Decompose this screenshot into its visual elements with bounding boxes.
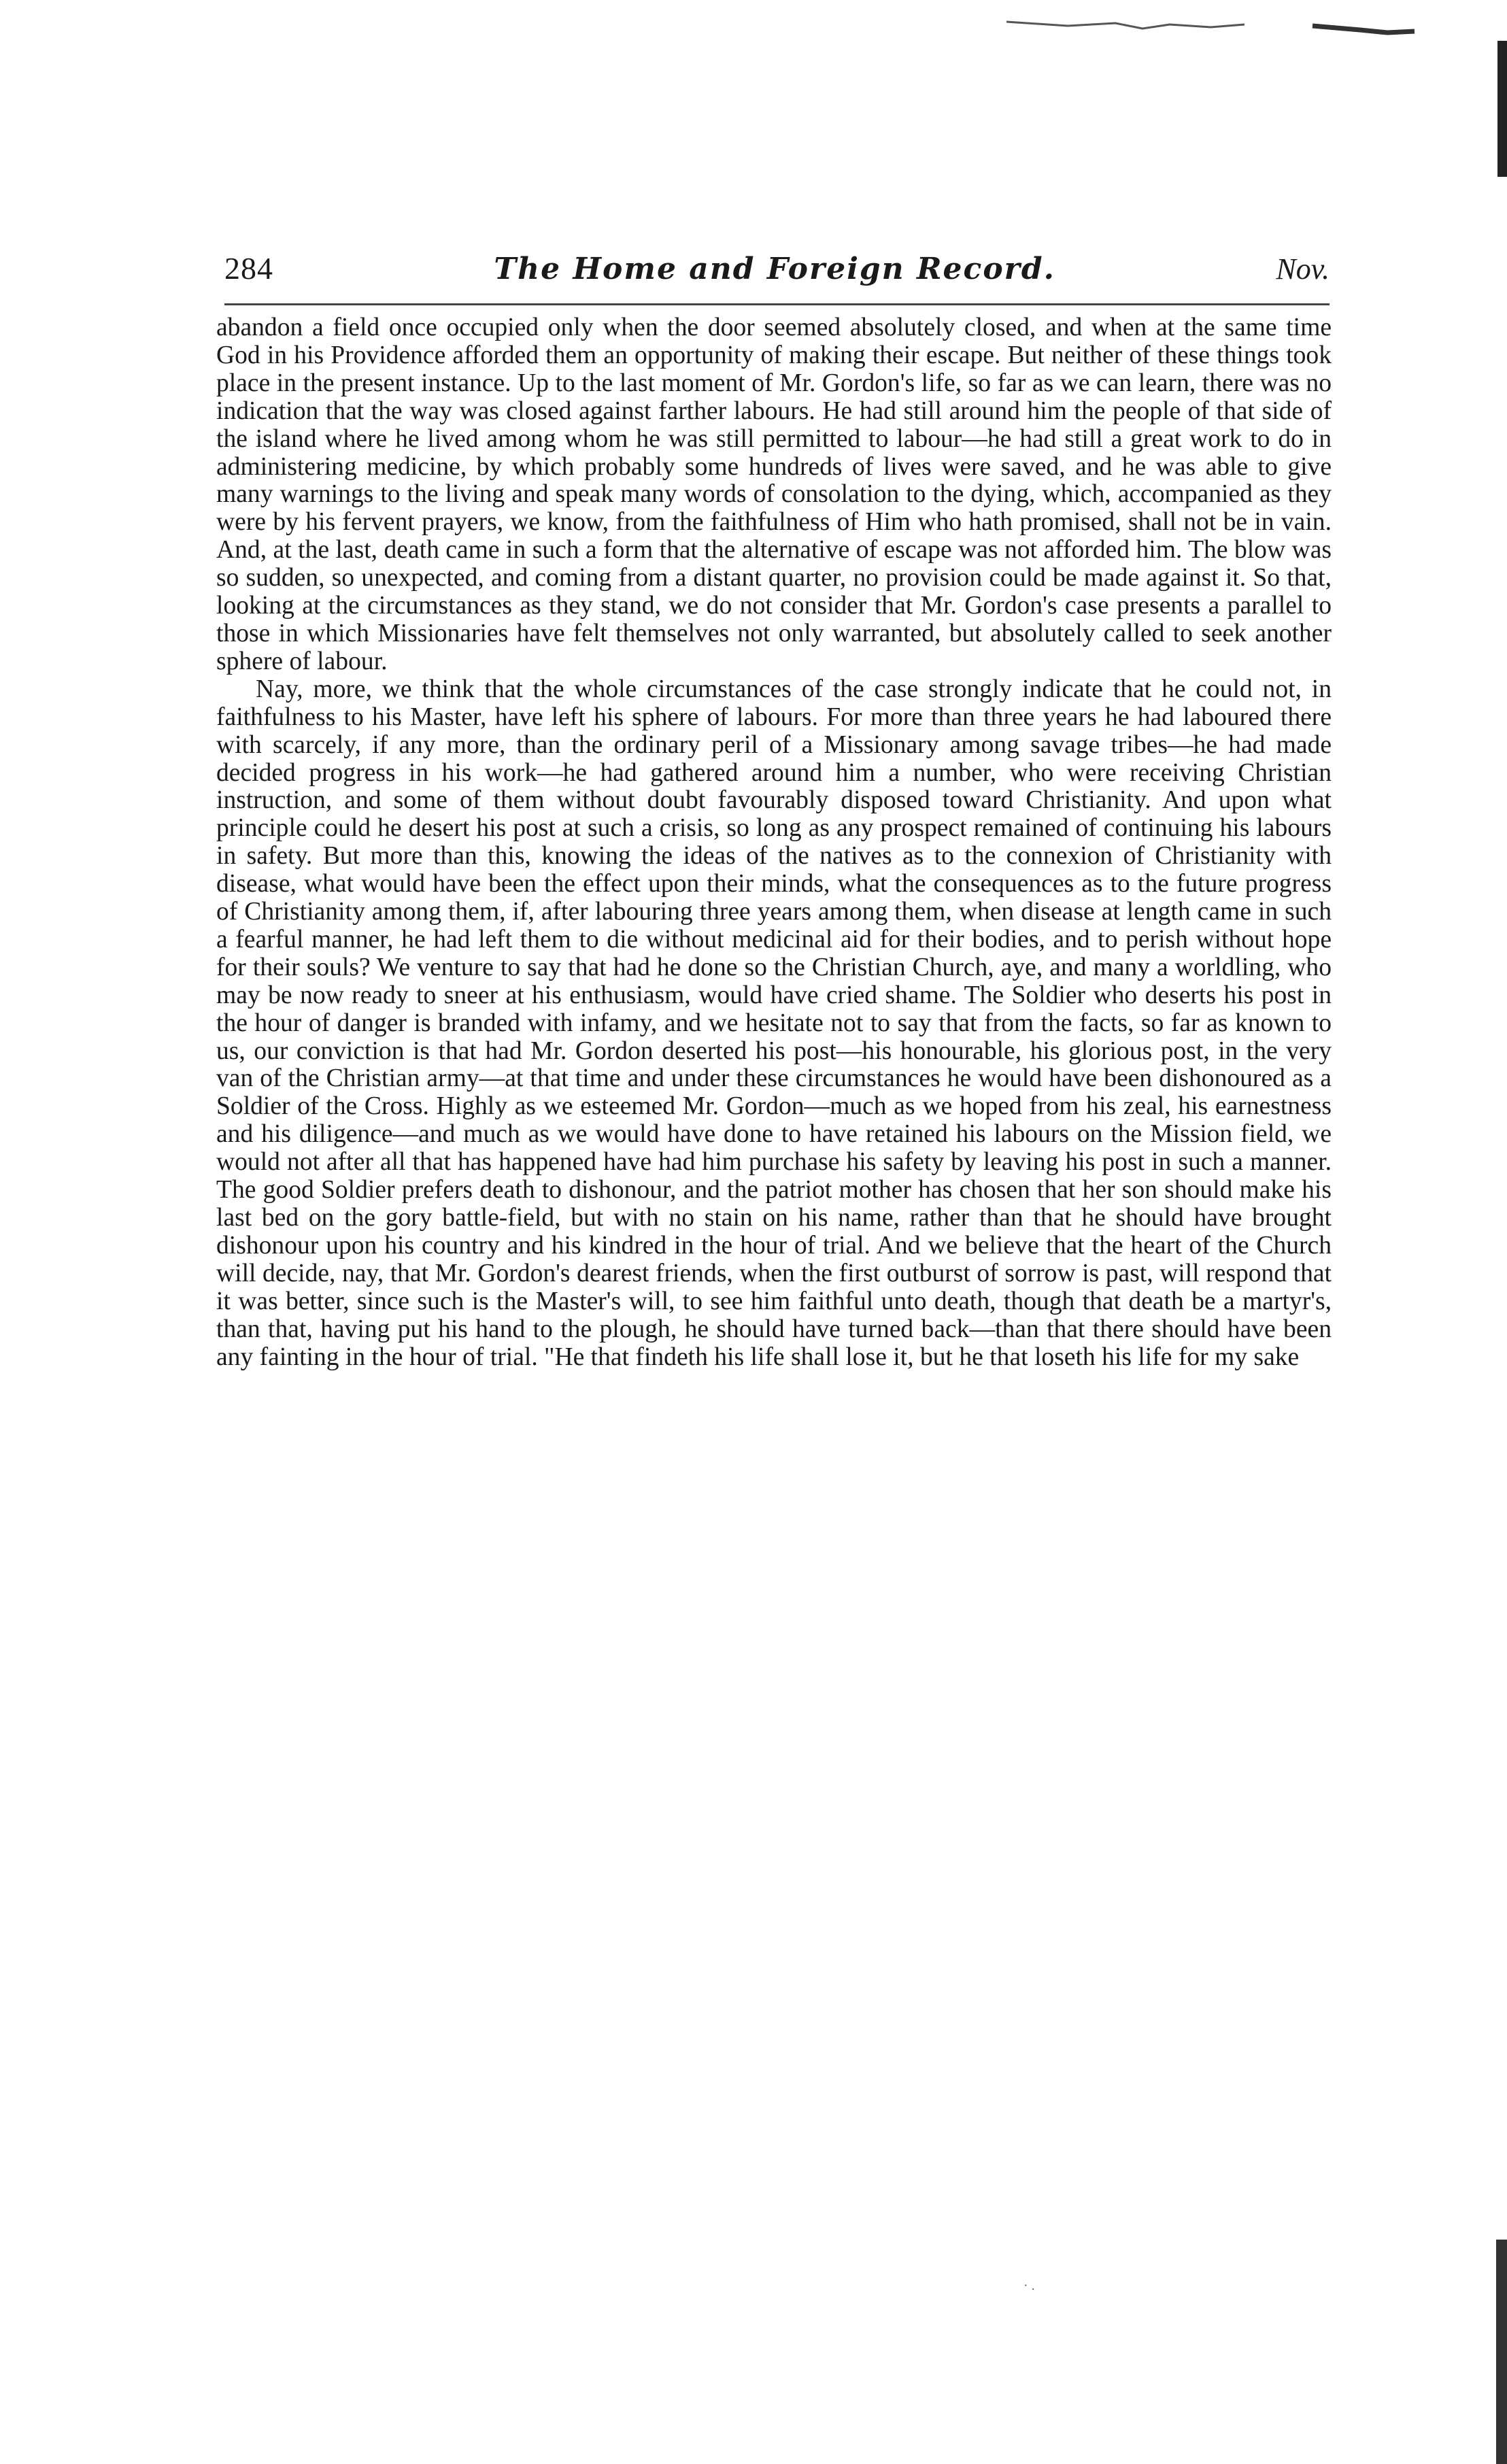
article-body: [216, 314, 1332, 1371]
journal-title: The Home and Foreign Record.: [494, 252, 1055, 286]
page-number: 284: [224, 251, 273, 286]
issue-month: Nov.: [1276, 252, 1330, 286]
running-head: [224, 250, 1330, 298]
header-rule: [224, 303, 1330, 305]
scan-artifact-marks: [1006, 12, 1428, 53]
scan-speck: · .: [1023, 2278, 1035, 2293]
paragraph-continued: abandon a field once occupied only when the door seemed absolutely closed, and when at the same time God in his Providence afforded them an opportunity of making their escape. But neither of these things took place in the present instance. Up to the last moment of Mr. Gordon's life, so far as we can learn, there was no indication that the way was closed against farther labours. He had still around him the people of that side of the island where he lived among whom he was still permitted to labour—he had still a great work to do in administering medicine, by which probably some hundreds of lives were saved, and he was able to give many warnings to the living and speak many words of consolation to the dying, which, accompanied as they were by his fervent prayers, we know, from the faithfulness of Him who hath promised, shall not be in vain. And, at the last, death came in such a form that the alternative of escape was not afforded him. The blow was so sudden, so unexpected, and coming from a distant quarter, no provision could be made against it. So that, looking at the circumstances as they stand, we do not consider that Mr. Gordon's case presents a parallel to those in which Missionaries have felt themselves not only warranted, but absolutely called to seek another sphere of labour.: [216, 314, 1332, 675]
scan-edge-bar-bottom: [1496, 2240, 1507, 2464]
paragraph: Nay, more, we think that the whole circumstances of the case strongly indicate that he could not, in faithfulness to his Master, have left his sphere of labours. For more than three years he had laboured there with scarcely, if any more, than the ordinary peril of a Missionary among savage tribes—he had made decided progress in his work—he had gathered around him a number, who were receiving Christian instruction, and some of them without doubt favourably disposed toward Christianity. And upon what principle could he desert his post at such a crisis, so long as any prospect remained of continuing his labours in safety. But more than this, knowing the ideas of the natives as to the connexion of Christianity with disease, what would have been the effect upon their minds, what the consequences as to the future progress of Christianity among them, if, after labouring three years among them, when disease at length came in such a fearful manner, he had left them to die without medicinal aid for their bodies, and to perish without hope for their souls? We venture to say that had he done so the Christian Church, aye, and many a worldling, who may be now ready to sneer at his enthusiasm, would have cried shame. The Soldier who deserts his post in the hour of danger is branded with infamy, and we hesitate not to say that from the facts, so far as known to us, our conviction is that had Mr. Gordon deserted his post—his honourable, his glorious post, in the very van of the Christian army—at that time and under these circumstances he would have been dishonoured as a Soldier of the Cross. Highly as we esteemed Mr. Gordon—much as we hoped from his zeal, his earnestness and his diligence—and much as we would have done to have retained his labours on the Mission field, we would not after all that has happened have had him purchase his safety by leaving his post in such a manner. The good Soldier prefers death to dishonour, and the patriot mother has chosen that her son should make his last bed on the gory battle-field, but with no stain on his name, rather than that he should have brought dishonour upon his country and his kindred in the hour of trial. And we believe that the heart of the Church will decide, nay, that Mr. Gordon's dearest friends, when the first outburst of sorrow is past, will respond that it was better, since such is the Master's will, to see him faithful unto death, though that death be a martyr's, than that, having put his hand to the plough, he should have turned back—than that there should have been any fainting in the hour of trial. "He that findeth his life shall lose it, but he that loseth his life for my sake: [216, 675, 1332, 1371]
scan-edge-bar-top: [1497, 41, 1507, 177]
